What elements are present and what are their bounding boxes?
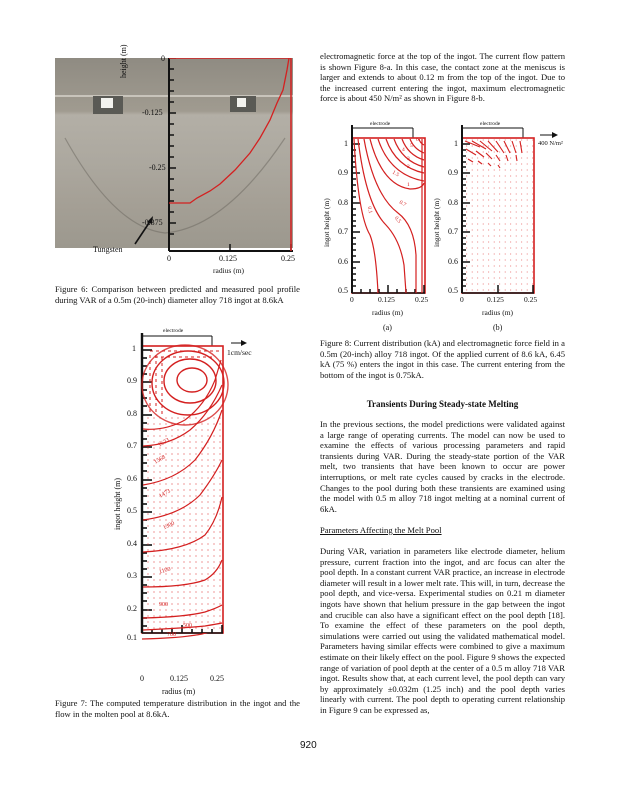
fig8b-ytick-0.9: 0.9 [448, 168, 458, 177]
fig7-ytick-0.2: 0.2 [127, 604, 137, 613]
fig8a-contour-1: 1 [407, 182, 410, 188]
figure-8-caption: Figure 8: Current distribution (kA) and electromagnetic force field in a 0.5m (20-inch) alloy 718 ingot. Of the applied current of 8.6 kA, 6.45 kA (75 %) enters the ingot in this case. The current entering from the bottom of the ingot is 0.75kA. [320, 338, 565, 380]
fig8b-ylabel: ingot height (m) [432, 198, 441, 247]
fig8a-ytick-1: 1 [344, 139, 348, 148]
fig6-ytick-2: -0.25 [149, 163, 166, 172]
fig8a-xtick-1: 0.125 [378, 295, 395, 304]
fig7-contour-500: 500 [183, 623, 192, 629]
fig7-contour-1300: 1300 [162, 520, 176, 532]
fig8a-xlabel: radius (m) [372, 308, 404, 317]
fig7-xlabel: radius (m) [162, 687, 196, 696]
figure-6 [55, 44, 300, 275]
fig7-ytick-0.6: 0.6 [127, 474, 137, 483]
fig8a-ytick-0.6: 0.6 [338, 257, 348, 266]
fig8a-ylabel: ingot height (m) [322, 198, 331, 247]
fig7-xtick-0: 0 [140, 674, 144, 683]
section-paragraph: In the previous sections, the model predictions were validated against a large range of operating currents. The model can now be used to examine the effects of various processing parameters and rapid transients during VAR. During the steady-state portion of the VAR melt, two transients that have been known to occur are power interruptions, or melt rate cycles caused by cracks in the electrode. Changes to the pool during both these transients are examined using the model with 0.5 m alloy 718 ingot melting at a nominal current of 6kA. [320, 419, 565, 514]
fig7-ylabel: ingot height (m) [113, 478, 122, 530]
fig8a-ytick-0.8: 0.8 [338, 198, 348, 207]
fig8a-contour-2: 2 [407, 164, 410, 170]
fig7-ytick-0.3: 0.3 [127, 571, 137, 580]
figure-7-caption: Figure 7: The computed temperature distribution in the ingot and the flow in the molten pool at 8.6kA. [55, 698, 300, 719]
fig8a-contour-5: 5 [410, 143, 413, 149]
fig7-xtick-2: 0.25 [210, 674, 224, 683]
fig8b-ytick-0.6: 0.6 [448, 257, 458, 266]
fig7-ytick-0.7: 0.7 [127, 441, 137, 450]
fig7-ytick-0.1-page: 0.1 [127, 633, 137, 642]
fig8a-electrode-label: electrode [370, 121, 391, 127]
fig7-contour-1623: 1623 [157, 437, 171, 449]
fig7-ytick-0.9: 0.9 [127, 376, 137, 385]
fig8b-force-scale: 400 N/m² [538, 140, 563, 147]
fig8b-xtick-2: 0.25 [524, 295, 538, 304]
fig8b-electrode-label: electrode [480, 121, 501, 127]
fig7-contour-1568: 1568 [153, 454, 167, 466]
fig6-xlabel: radius (m) [213, 266, 245, 275]
fig7-ytick-0.4: 0.4 [127, 539, 137, 548]
fig8a-contour-0.5: 0.5 [392, 215, 402, 225]
fig7-bottom-contours [142, 633, 232, 663]
fig8a-contour-0.1: 0.1 [365, 206, 373, 214]
figure-7-plot [55, 325, 300, 650]
fig8a-contour-3: 3 [407, 156, 410, 162]
fig6-ytick-0: 0 [161, 54, 165, 63]
fig8a-contour-1.5: 1.5 [390, 169, 400, 179]
fig8b-ytick-0.7: 0.7 [448, 227, 458, 236]
fig8b-ytick-0.8: 0.8 [448, 198, 458, 207]
fig8b-ytick-0.5: 0.5 [448, 286, 458, 295]
figure-7 [55, 325, 300, 655]
fig7-ytick-1: 1 [132, 344, 136, 353]
fig8b-xtick-1: 0.125 [487, 295, 504, 304]
fig8a-panel-label: (a) [383, 323, 392, 332]
fig8a-contour-6: 6 [416, 137, 419, 143]
fig6-xtick-0: 0 [167, 254, 171, 263]
fig6-ytick-1: -0.125 [142, 108, 163, 117]
fig7-ytick-0.8: 0.8 [127, 409, 137, 418]
fig8a-ytick-0.9: 0.9 [338, 168, 348, 177]
section-heading: Transients During Steady-state Melting [366, 399, 519, 409]
fig8b-xlabel: radius (m) [482, 308, 514, 317]
fig8b-ytick-1: 1 [454, 139, 458, 148]
fig8a-xtick-0: 0 [350, 295, 354, 304]
fig6-xtick-2: 0.25 [281, 254, 295, 263]
fig6-xtick-1: 0.125 [219, 254, 237, 263]
fig7-velocity-scale: 1cm/sec [227, 348, 252, 357]
fig8a-contour-4: 4 [402, 147, 405, 153]
fig8b-xtick-0: 0 [460, 295, 464, 304]
fig8a-xtick-2: 0.25 [415, 295, 429, 304]
fig7-contour-1100: 1100 [158, 566, 172, 576]
page-number: 920 [300, 740, 317, 751]
fig7-electrode-label: electrode [163, 328, 184, 334]
fig8a-contour-0.7: 0.7 [397, 199, 407, 209]
fig7-contour-700-page: 700 [167, 632, 176, 638]
fig8b-panel-label: (b) [493, 323, 503, 332]
figure-8 [310, 121, 570, 335]
fig6-ylabel: height (m) [119, 44, 128, 78]
fig7-contour-1473: 1473 [158, 488, 172, 500]
tungsten-annotation: Tungsten [93, 245, 123, 254]
figure-6-caption: Figure 6: Comparison between predicted and measured pool profile during VAR of a 0.5m (20-inch) diameter alloy 718 ingot at 8.6kA [55, 284, 300, 305]
fig7-contour-900: 900 [159, 602, 168, 608]
fig6-ytick-3: -0.375 [142, 218, 163, 227]
fig8a-ytick-0.5: 0.5 [338, 286, 348, 295]
fig8a-ytick-0.7: 0.7 [338, 227, 348, 236]
fig7-ytick-0.5: 0.5 [127, 506, 137, 515]
subsection-paragraph: During VAR, variation in parameters like electrode diameter, helium pressure, current fraction into the ingot, and arc focus can alter the pool depth. In a constant current VAR practice, an increase in electrode diameter will result in a lower melt rate. This will, in turn, decrease the pool depth, and vice-versa. Experimental studies on 0.21 m diameter ingots have shown that helium pressure in the gap between the ingot and crucible can also have a significant effect on the pool depth [18]. To examine the effect of these parameters on the pool depth, simulations were carried out using the validated mathematical model. Parameters having similar effects were combined to give a maximum estimate on their likely effect on the pool. Figure 9 shows the expected range of variation of pool depth at the center of a 0.5 m alloy 718 VAR ingot. Results show that, at each current level, the pool depth can vary by approximately ±0.032m (1.25 inch) and the pool depth varies linearly with current. The pool depth to operating current relationship in Figure 9 can be expressed as, [320, 546, 565, 715]
subsection-heading: Parameters Affecting the Melt Pool [320, 525, 442, 535]
figure-6-overlay [55, 58, 300, 273]
fig7-xtick-1: 0.125 [170, 674, 188, 683]
intro-paragraph: electromagnetic force at the top of the ingot. The current flow pattern is shown Figure 8-a. In this case, the contact zone at the meniscus is larger and extends to about 0.12 m from the top of the ingot. Due to the increased current entering the ingot, maximum electromagnetic force is about 450 N/m² as shown in Figure 8-b. [320, 51, 565, 104]
